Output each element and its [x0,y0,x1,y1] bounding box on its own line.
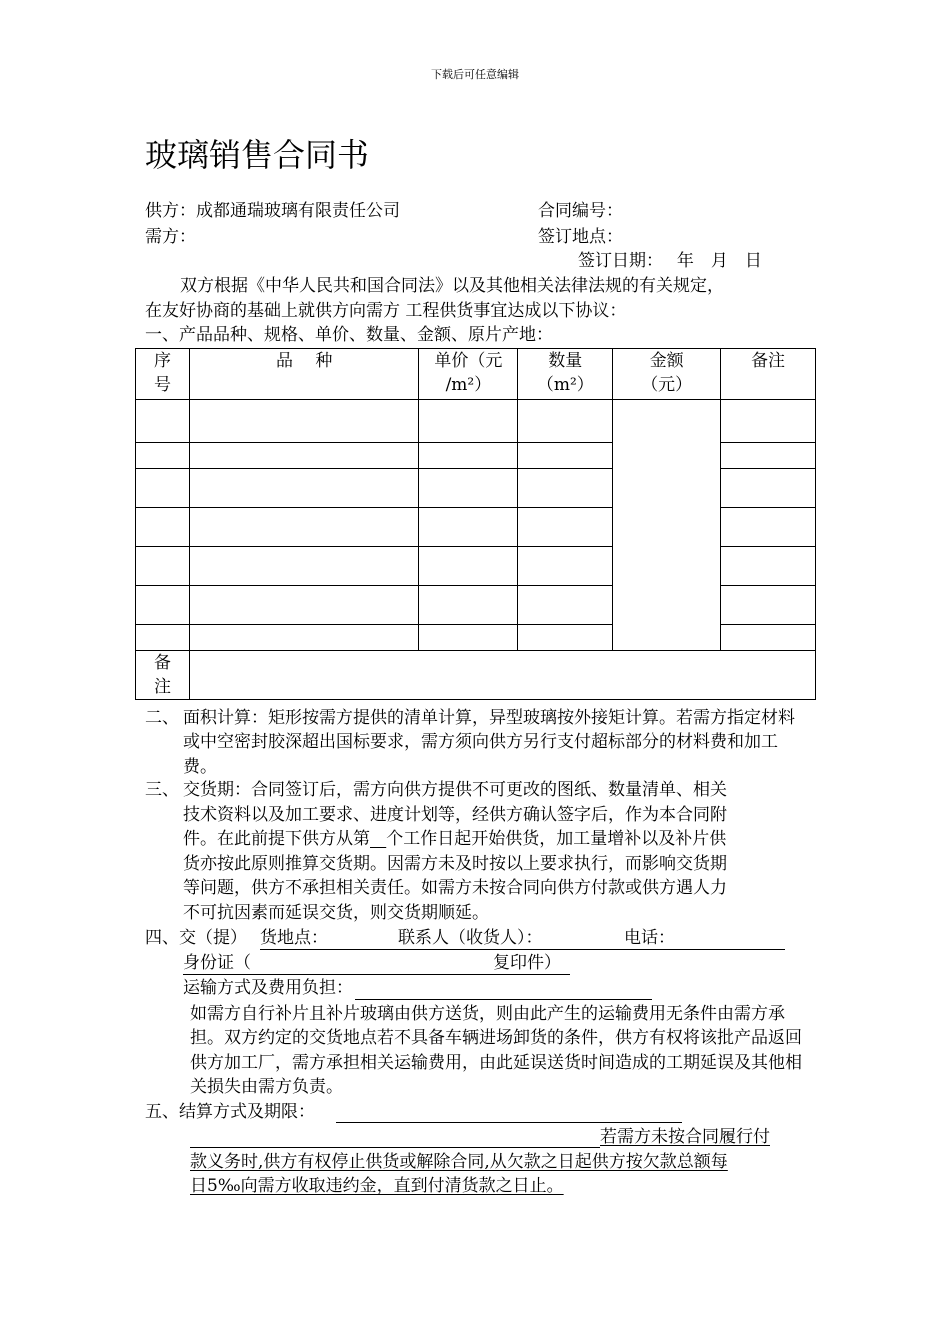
cell-remark[interactable] [721,625,816,651]
cell-product[interactable] [189,547,419,586]
sign-place-label: 签订地点： [538,227,623,247]
cell-seq[interactable] [136,508,190,547]
cell-qty[interactable] [518,547,613,586]
table-header-row [136,349,816,400]
section-5-label: 五、结算方式及期限： [145,1102,315,1122]
cell-price[interactable] [419,400,518,443]
cell-price[interactable] [419,625,518,651]
cell-qty[interactable] [518,586,613,625]
intro-line-1: 双方根据《中华人民共和国合同法》以及其他相关法律法规的有关规定， [180,276,724,296]
settlement-underline-1[interactable] [336,1122,682,1123]
sign-date-label: 签订日期： 年 月 日 [578,251,762,271]
id-card-label: 身份证（ [183,953,251,973]
section-1-heading: 一、产品品种、规格、单价、数量、金额、原片产地： [145,325,553,345]
section-3-line-4: 货亦按此原则推算交货期。因需方未及时按以上要求执行，而影响交货期 [183,854,727,874]
cell-qty[interactable] [518,508,613,547]
product-table [135,348,816,700]
section-5-line-3: 日5‰向需方收取违约金，直到付清货款之日止。 [190,1176,564,1196]
cell-remark[interactable] [721,586,816,625]
id-card-underline[interactable] [183,974,570,975]
col-remark-header: 备注 [721,349,816,400]
col-price-header: 单价（元 /m²） [419,349,518,400]
cell-product[interactable] [189,469,419,508]
supplier-line: 供方：成都通瑞玻璃有限责任公司 [145,201,400,221]
cell-product[interactable] [189,443,419,469]
cell-price[interactable] [419,508,518,547]
cell-price[interactable] [419,547,518,586]
section-3-line-2: 技术资料以及加工要求、进度计划等，经供方确认签字后，作为本合同附 [183,805,727,825]
section-3-line-3: 件。在此前提下供方从第 个工作日起开始供货，加工量增补以及补片供 [183,829,727,849]
cell-seq[interactable] [136,443,190,469]
remark-row-label: 备 注 [136,651,190,700]
section-4-note: 如需方自行补片且补片玻璃由供方送货，则由此产生的运输费用无条件由需方承担。双方约定的交货地点若不具备车辆进场卸货的条件，供方有权将该批产品返回供方加工厂，需方承担相关运输费用，由此延误送货时间造成的工期延误及其他相关损失由需方负责。 [190,1004,802,1097]
cell-qty[interactable] [518,443,613,469]
cell-remark[interactable] [721,443,816,469]
section-3-line-6: 不可抗因素而延误交货，则交货期顺延。 [183,903,489,923]
col-amount-header: 金额 （元） [613,349,721,400]
document-title: 玻璃销售合同书 [145,136,370,174]
section-2-text: 面积计算：矩形按需方提供的清单计算，异型玻璃按外接矩计算。若需方指定材料或中空密封胶深超出国标要求，需方须向供方另行支付超标部分的材料费和加工费。 [183,708,795,777]
section-2-label: 二、 [145,708,179,728]
cell-product[interactable] [189,400,419,443]
cell-product[interactable] [189,586,419,625]
section-4-label: 四、交（提） [145,928,247,948]
cell-remark[interactable] [721,400,816,443]
cell-remark[interactable] [721,508,816,547]
id-copy-label: 复印件） [493,953,561,973]
cell-seq[interactable] [136,547,190,586]
table-row [136,400,816,443]
remark-row-content[interactable] [189,651,815,700]
transport-underline[interactable] [355,999,652,1000]
settlement-underline-2[interactable] [190,1147,600,1148]
delivery-info-underline[interactable] [260,949,785,950]
col-qty-header: 数量 （m²） [518,349,613,400]
section-5-line-2: 款义务时,供方有权停止供货或解除合同,从欠款之日起供方按欠款总额每 [190,1152,728,1172]
cell-price[interactable] [419,586,518,625]
section-5-line-1: 若需方未按合同履行付 [600,1127,770,1147]
contact-label: 联系人（收货人）： [398,928,543,948]
cell-price[interactable] [419,443,518,469]
section-3-label: 三、 [145,780,179,800]
cell-amount-merged[interactable] [613,400,721,651]
col-product-header: 品 种 [189,349,419,400]
delivery-place-label: 货地点： [260,928,328,948]
table-remark-row [136,651,816,700]
cell-qty[interactable] [518,625,613,651]
transport-label: 运输方式及费用负担： [183,978,353,998]
cell-product[interactable] [189,508,419,547]
contract-number-label: 合同编号： [538,201,623,221]
cell-seq[interactable] [136,625,190,651]
cell-seq[interactable] [136,400,190,443]
header-note: 下载后可任意编辑 [431,68,519,81]
cell-remark[interactable] [721,469,816,508]
phone-label: 电话： [624,928,675,948]
cell-qty[interactable] [518,469,613,508]
cell-price[interactable] [419,469,518,508]
section-3-line-1: 交货期：合同签订后，需方向供方提供不可更改的图纸、数量清单、相关 [183,780,727,800]
cell-remark[interactable] [721,547,816,586]
intro-line-2: 在友好协商的基础上就供方向需方 工程供货事宜达成以下协议： [145,301,627,321]
cell-seq[interactable] [136,469,190,508]
cell-seq[interactable] [136,586,190,625]
buyer-line: 需方： [145,227,196,247]
section-3-line-5: 等问题，供方不承担相关责任。如需方未按合同向供方付款或供方遇人力 [183,878,727,898]
col-seq-header: 序 号 [136,349,190,400]
cell-product[interactable] [189,625,419,651]
cell-qty[interactable] [518,400,613,443]
